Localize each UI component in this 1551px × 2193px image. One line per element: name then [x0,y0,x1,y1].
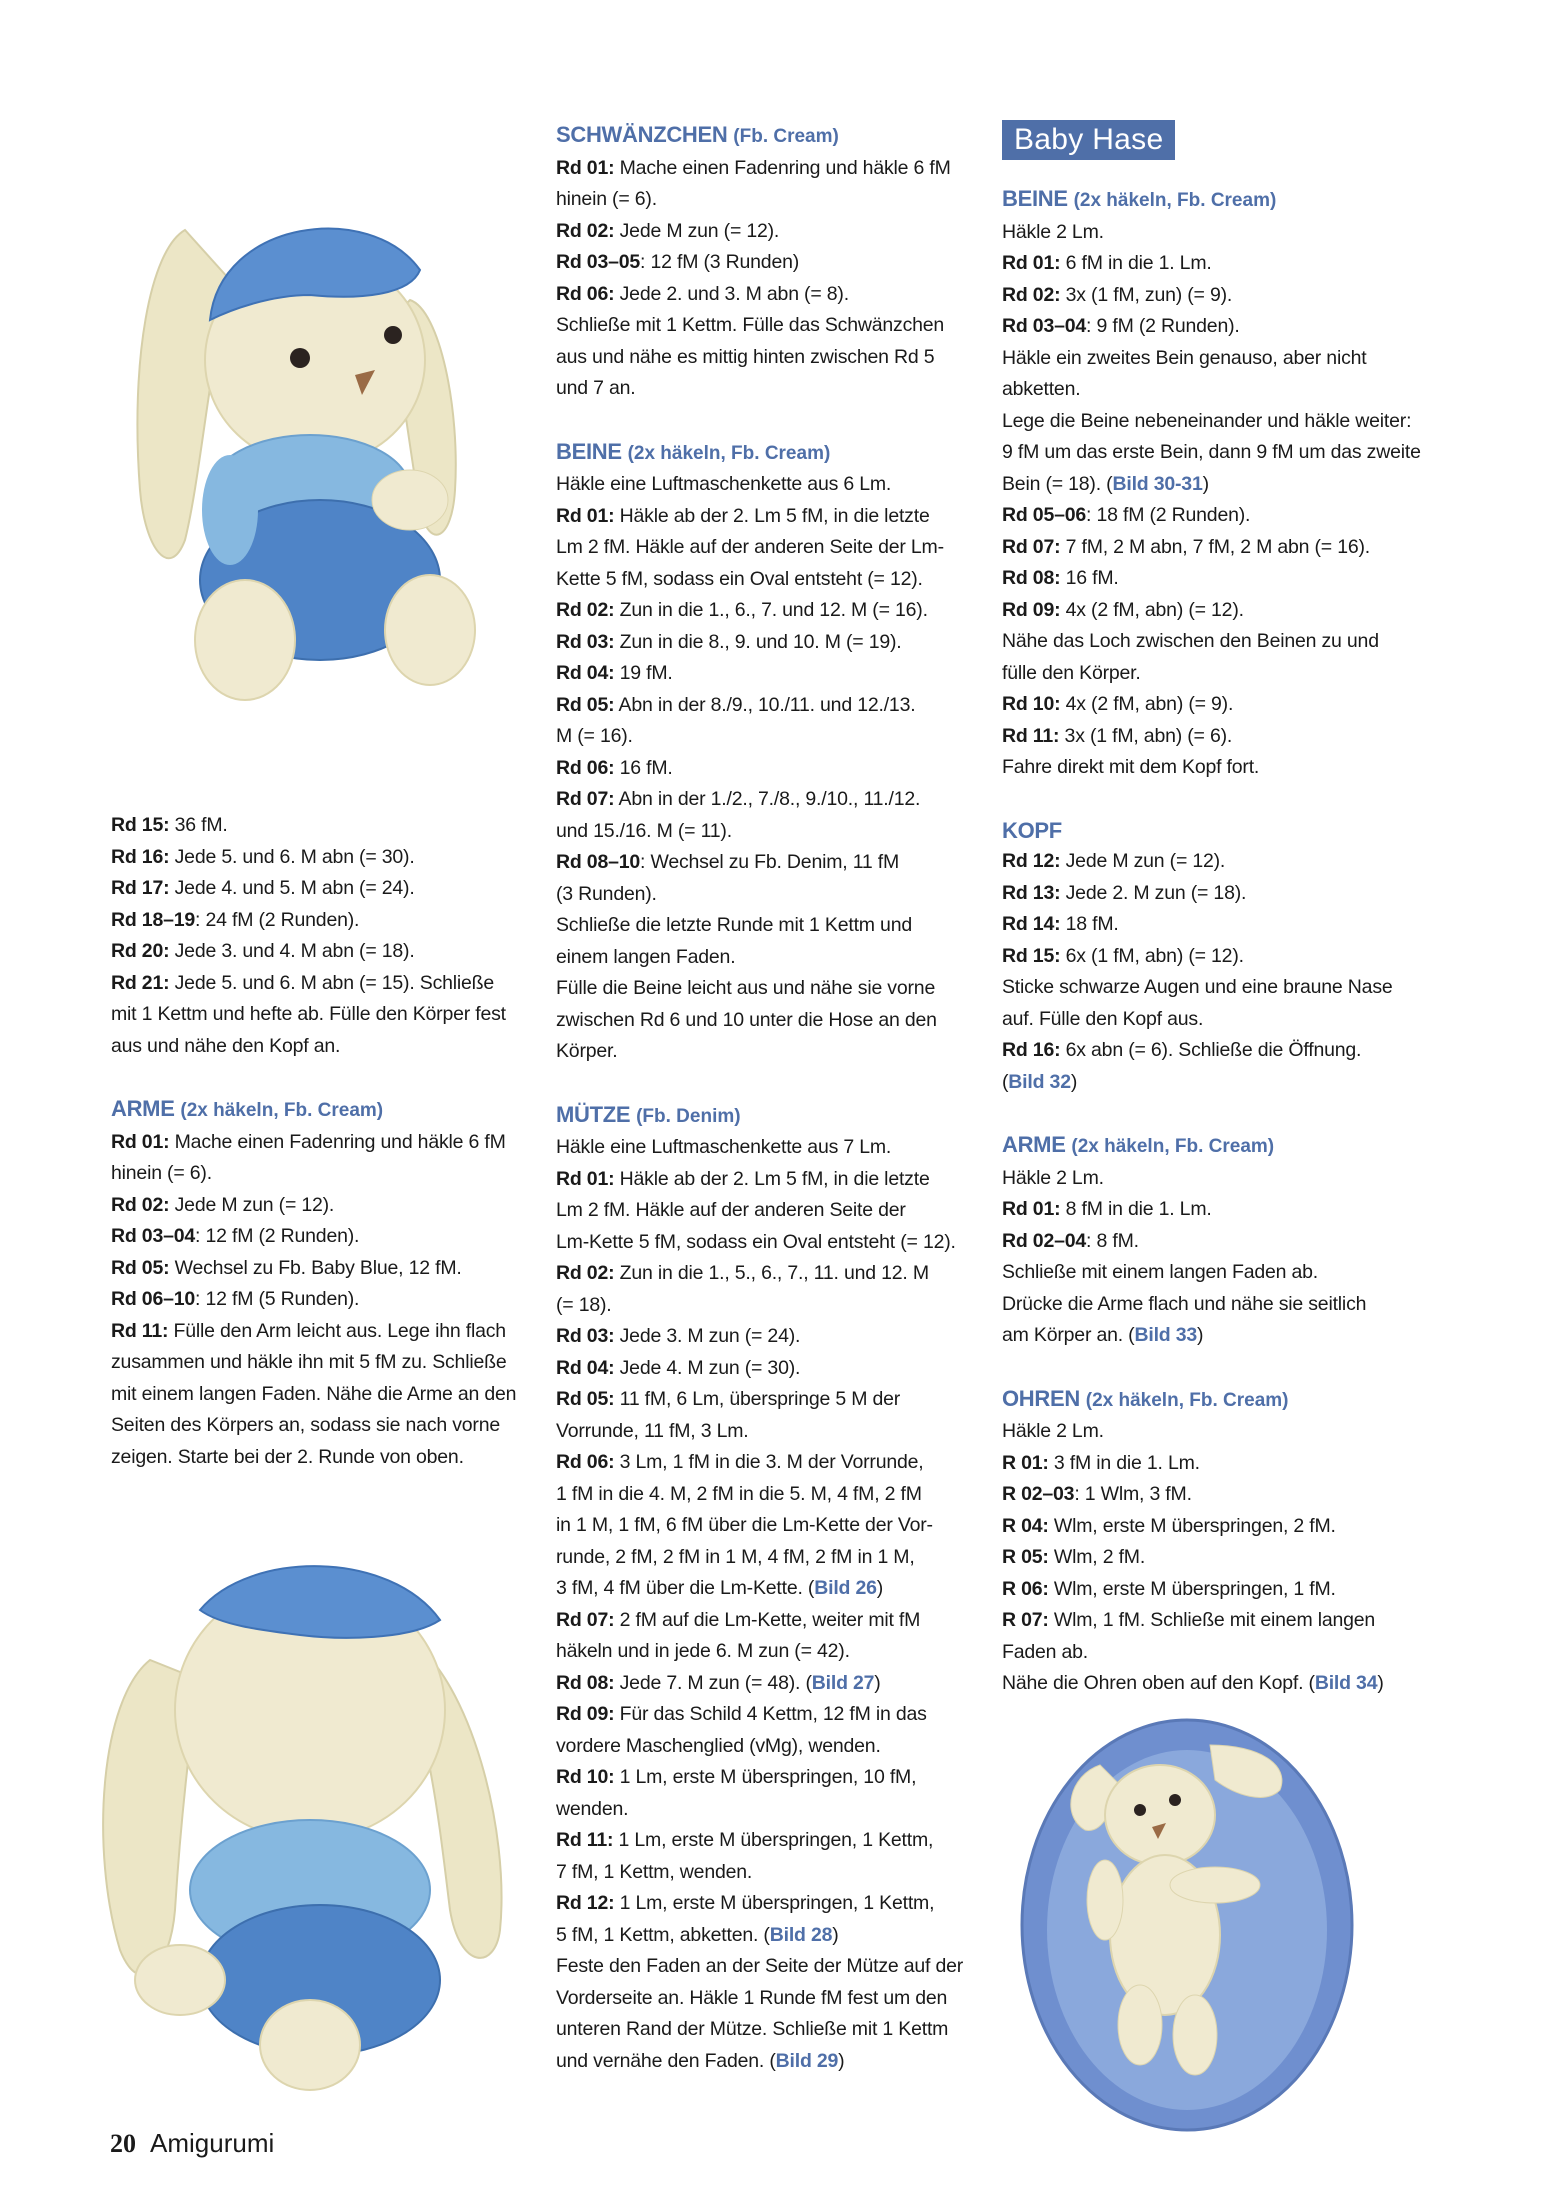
instruction-line: zusammen und häkle ihn mit 5 fM zu. Schließe [111,1351,507,1373]
instruction-line: einem langen Faden. [556,945,736,968]
instruction-line: 9 fM um das erste Bein, dann 9 fM um das zweite [1002,441,1421,463]
instruction-line: Rd 09: 4x (2 fM, abn) (= 12). [1002,598,1244,621]
column-2 [556,119,996,2077]
instruction-line: Rd 18–19: 24 fM (2 Runden). [111,908,360,931]
figure-reference: Bild 26 [814,1577,877,1599]
instruction-line: Lm-Kette 5 fM, sodass ein Oval entsteht (= 12). [556,1230,956,1253]
instruction-line: Körper. [556,1040,618,1062]
instruction-section [556,1099,996,2078]
section-subheading: (2x häkeln, Fb. Cream) [1071,1136,1275,1157]
baby-bunny-in-basket-photo [1010,1705,1365,2145]
instruction-line: R 05: Wlm, 2 fM. [1002,1546,1146,1568]
instruction-line: aus und nähe es mittig hinten zwischen Rd 5 [556,345,935,368]
instruction-line: Häkle 2 Lm. [1002,220,1104,243]
instruction-line: und vernähe den Faden. (Bild 29) [556,2049,845,2072]
instruction-line: Rd 21: Jede 5. und 6. M abn (= 15). Schließe [111,971,495,994]
figure-reference: Bild 34 [1314,1672,1378,1694]
instruction-line: Rd 17: Jede 4. und 5. M abn (= 24). [111,877,415,899]
instruction-line: Lm 2 fM. Häkle auf der anderen Seite der Lm- [556,536,944,558]
instruction-line: mit 1 Kettm und hefte ab. Fülle den Körper fest [111,1003,506,1025]
instruction-section [556,119,996,405]
instruction-line: Rd 01: Häkle ab der 2. Lm 5 fM, in die letzte [556,1167,930,1190]
crochet-bunny-front-photo [110,160,530,730]
instruction-line: zwischen Rd 6 und 10 unter die Hose an den [556,1008,937,1031]
instruction-line: Rd 01: 6 fM in die 1. Lm. [1002,252,1212,274]
instruction-line: Häkle eine Luftmaschenkette aus 6 Lm. [556,473,892,495]
instruction-line: Rd 02–04: 8 fM. [1002,1229,1139,1252]
instruction-line: Rd 03: Zun in die 8., 9. und 10. M (= 19). [556,630,902,653]
instruction-section [556,436,996,1068]
instruction-line: mit einem langen Faden. Nähe die Arme an den [111,1382,517,1405]
instruction-section [1002,1129,1442,1352]
instruction-line: Sticke schwarze Augen und eine braune Nase [1002,976,1393,998]
instruction-line: am Körper an. (Bild 33) [1002,1324,1204,1346]
instruction-line: Rd 06–10: 12 fM (5 Runden). [111,1288,360,1310]
instruction-line: Vorderseite an. Häkle 1 Runde fM fest um den [556,1986,948,2009]
instruction-line: Rd 07: Abn in der 1./2., 7./8., 9./10., 11./12. [556,788,921,810]
instruction-line: zeigen. Starte bei der 2. Runde von oben. [111,1445,464,1468]
instruction-line: Rd 12: 1 Lm, erste M überspringen, 1 Kettm, [556,1892,935,1914]
instruction-line: R 02–03: 1 Wlm, 3 fM. [1002,1483,1192,1505]
instruction-section [111,810,541,1062]
section-heading: SCHWÄNZCHEN (Fb. Cream) [556,122,839,147]
column-1 [111,810,541,1473]
page-folio [110,2128,274,2159]
instruction-line: Lege die Beine nebeneinander und häkle weiter: [1002,409,1412,432]
instruction-section [1002,1383,1442,1700]
instruction-line: fülle den Körper. [1002,661,1141,684]
instruction-line: Schließe mit 1 Kettm. Fülle das Schwänzchen [556,314,945,336]
instruction-line: Fahre direkt mit dem Kopf fort. [1002,756,1260,778]
instruction-line: Seiten des Körpers an, sodass sie nach vorne [111,1414,501,1436]
instruction-line: Rd 01: 8 fM in die 1. Lm. [1002,1198,1212,1220]
instruction-line: aus und nähe den Kopf an. [111,1034,341,1057]
section-banner: Baby Hase [1002,120,1175,160]
instruction-line: Rd 06: 3 Lm, 1 fM in die 3. M der Vorrunde, [556,1451,924,1473]
section-subheading: (2x häkeln, Fb. Cream) [180,1100,384,1121]
section-heading: KOPF [1002,817,1062,843]
instruction-line: Nähe das Loch zwischen den Beinen zu und [1002,630,1379,652]
instruction-line: Drücke die Arme flach und nähe sie seitlich [1002,1292,1367,1315]
instruction-line: Rd 13: Jede 2. M zun (= 18). [1002,881,1247,904]
instruction-line: R 01: 3 fM in die 1. Lm. [1002,1451,1200,1474]
instruction-line: Rd 03–04: 9 fM (2 Runden). [1002,315,1240,337]
instruction-line: und 15./16. M (= 11). [556,819,732,842]
instruction-line: Rd 16: 6x abn (= 6). Schließe die Öffnung. [1002,1039,1362,1061]
instruction-line: Rd 10: 4x (2 fM, abn) (= 9). [1002,693,1234,715]
figure-reference: Bild 30-31 [1112,472,1203,495]
instruction-line: Rd 01: Häkle ab der 2. Lm 5 fM, in die letzte [556,504,930,527]
instruction-line: Rd 05: 11 fM, 6 Lm, überspringe 5 M der [556,1388,901,1410]
instruction-line: Rd 05: Wechsel zu Fb. Baby Blue, 12 fM. [111,1256,462,1279]
instruction-line: Rd 15: 36 fM. [111,814,228,836]
instruction-line: Kette 5 fM, sodass ein Oval entsteht (= 12). [556,567,923,590]
instruction-line: M (= 16). [556,725,633,747]
instruction-line: Rd 10: 1 Lm, erste M überspringen, 10 fM, [556,1766,917,1788]
instruction-line: Rd 09: Für das Schild 4 Kettm, 12 fM in das [556,1703,927,1725]
instruction-line: wenden. [556,1797,629,1820]
instruction-line: 3 fM, 4 fM über die Lm-Kette. (Bild 26) [556,1577,884,1599]
instruction-line: Rd 02: Jede M zun (= 12). [111,1193,335,1216]
instruction-line: Bein (= 18). (Bild 30-31) [1002,472,1209,495]
instruction-line: Rd 03–05: 12 fM (3 Runden) [556,251,800,273]
instruction-line: Schließe mit einem langen Faden ab. [1002,1261,1319,1283]
instruction-line: Rd 03–04: 12 fM (2 Runden). [111,1225,360,1247]
instruction-line: Schließe die letzte Runde mit 1 Kettm und [556,914,912,936]
section-heading: MÜTZE (Fb. Denim) [556,1101,741,1127]
instruction-line: R 06: Wlm, erste M überspringen, 1 fM. [1002,1577,1336,1600]
instruction-line: Rd 20: Jede 3. und 4. M abn (= 18). [111,940,415,962]
section-subheading: (Fb. Cream) [733,126,839,147]
instruction-line: Rd 01: Mache einen Fadenring und häkle 6 fM [556,156,951,179]
section-heading: BEINE (2x häkeln, Fb. Cream) [1002,186,1277,211]
instruction-line: in 1 M, 1 fM, 6 fM über die Lm-Kette der Vor- [556,1514,933,1536]
publication-title: Amigurumi [150,2128,275,2158]
instruction-line: Rd 02: 3x (1 fM, zun) (= 9). [1002,283,1233,306]
instruction-line: Feste den Faden an der Seite der Mütze auf der [556,1955,964,1977]
instruction-line: unteren Rand der Mütze. Schließe mit 1 Kettm [556,2018,949,2040]
instruction-line: Rd 11: 3x (1 fM, abn) (= 6). [1002,724,1233,747]
instruction-line: R 04: Wlm, erste M überspringen, 2 fM. [1002,1514,1336,1537]
instruction-line: 5 fM, 1 Kettm, abketten. (Bild 28) [556,1923,839,1946]
section-subheading: (2x häkeln, Fb. Cream) [1085,1389,1289,1411]
instruction-section [1002,815,1442,1099]
instruction-line: vordere Maschenglied (vMg), wenden. [556,1734,881,1757]
instruction-line: Häkle 2 Lm. [1002,1420,1104,1442]
section-subheading: (2x häkeln, Fb. Cream) [627,442,831,464]
instruction-line: Faden ab. [1002,1640,1089,1663]
section-heading: ARME (2x häkeln, Fb. Cream) [1002,1132,1275,1157]
instruction-line: Rd 06: Jede 2. und 3. M abn (= 8). [556,282,849,305]
instruction-line: abketten. [1002,378,1081,400]
instruction-line: Lm 2 fM. Häkle auf der anderen Seite der [556,1199,906,1221]
page-number: 20 [110,2129,136,2158]
instruction-line: Nähe die Ohren oben auf den Kopf. (Bild 34) [1002,1672,1384,1694]
instruction-line: Rd 14: 18 fM. [1002,913,1119,935]
instruction-line: R 07: Wlm, 1 fM. Schließe mit einem langen [1002,1609,1376,1631]
instruction-line: Rd 01: Mache einen Fadenring und häkle 6 fM [111,1130,506,1153]
instruction-line: Fülle die Beine leicht aus und nähe sie vorne [556,977,936,999]
instruction-line: Rd 02: Zun in die 1., 5., 6., 7., 11. und 12. M [556,1262,929,1284]
section-heading: BEINE (2x häkeln, Fb. Cream) [556,438,831,464]
instruction-line: Häkle 2 Lm. [1002,1166,1104,1189]
instruction-line: Rd 03: Jede 3. M zun (= 24). [556,1325,801,1347]
instruction-line: Rd 12: Jede M zun (= 12). [1002,850,1226,872]
instruction-line: runde, 2 fM, 2 fM in 1 M, 4 fM, 2 fM in 1 M, [556,1545,915,1568]
crochet-bunny-back-photo [80,1530,540,2100]
instruction-line: 1 fM in die 4. M, 2 fM in die 5. M, 4 fM, 2 fM [556,1482,922,1505]
section-subheading: (2x häkeln, Fb. Cream) [1073,190,1277,211]
instruction-line: Häkle ein zweites Bein genauso, aber nicht [1002,346,1367,369]
figure-reference: Bild 32 [1008,1070,1071,1093]
instruction-section [1002,183,1442,784]
instruction-line: Rd 16: Jede 5. und 6. M abn (= 30). [111,845,415,868]
instruction-line: Rd 08–10: Wechsel zu Fb. Denim, 11 fM [556,851,900,873]
instruction-line: Vorrunde, 11 fM, 3 Lm. [556,1419,749,1442]
instruction-line: Rd 04: Jede 4. M zun (= 30). [556,1356,801,1379]
instruction-line: Rd 08: 16 fM. [1002,567,1119,589]
figure-reference: Bild 27 [811,1671,875,1694]
instruction-line: 7 fM, 1 Kettm, wenden. [556,1860,753,1883]
instruction-line: Rd 08: Jede 7. M zun (= 48). (Bild 27) [556,1671,881,1694]
instruction-line: hinein (= 6). [111,1162,212,1184]
instruction-line: Rd 06: 16 fM. [556,756,673,779]
instruction-line: Rd 05–06: 18 fM (2 Runden). [1002,504,1251,526]
instruction-line: Rd 07: 7 fM, 2 M abn, 7 fM, 2 M abn (= 16). [1002,535,1371,558]
instruction-line: häkeln und in jede 6. M zun (= 42). [556,1640,850,1662]
figure-reference: Bild 33 [1134,1324,1198,1346]
instruction-line: Rd 15: 6x (1 fM, abn) (= 12). [1002,944,1244,967]
instruction-section [111,1093,541,1473]
column-3 [1002,183,1442,1700]
instruction-line: Rd 11: Fülle den Arm leicht aus. Lege ihn flach [111,1319,506,1342]
section-heading: ARME (2x häkeln, Fb. Cream) [111,1096,384,1121]
instruction-line: Rd 05: Abn in der 8./9., 10./11. und 12./13. [556,693,916,716]
instruction-line: (3 Runden). [556,882,657,905]
instruction-line: Häkle eine Luftmaschenkette aus 7 Lm. [556,1136,892,1158]
instruction-line: Rd 02: Jede M zun (= 12). [556,219,780,242]
instruction-line: (= 18). [556,1293,612,1316]
instruction-line: Rd 04: 19 fM. [556,662,673,684]
instruction-line: (Bild 32) [1002,1070,1078,1093]
instruction-line: hinein (= 6). [556,188,657,210]
section-subheading: (Fb. Denim) [636,1105,741,1127]
instruction-line: Rd 07: 2 fM auf die Lm-Kette, weiter mit fM [556,1608,921,1631]
section-heading: OHREN (2x häkeln, Fb. Cream) [1002,1385,1289,1411]
instruction-line: Rd 11: 1 Lm, erste M überspringen, 1 Kettm, [556,1829,934,1851]
instruction-line: auf. Fülle den Kopf aus. [1002,1007,1204,1030]
instruction-line: und 7 an. [556,377,636,399]
instruction-line: Rd 02: Zun in die 1., 6., 7. und 12. M (= 16). [556,599,928,621]
figure-reference: Bild 28 [769,1923,833,1946]
figure-reference: Bild 29 [775,2049,839,2072]
